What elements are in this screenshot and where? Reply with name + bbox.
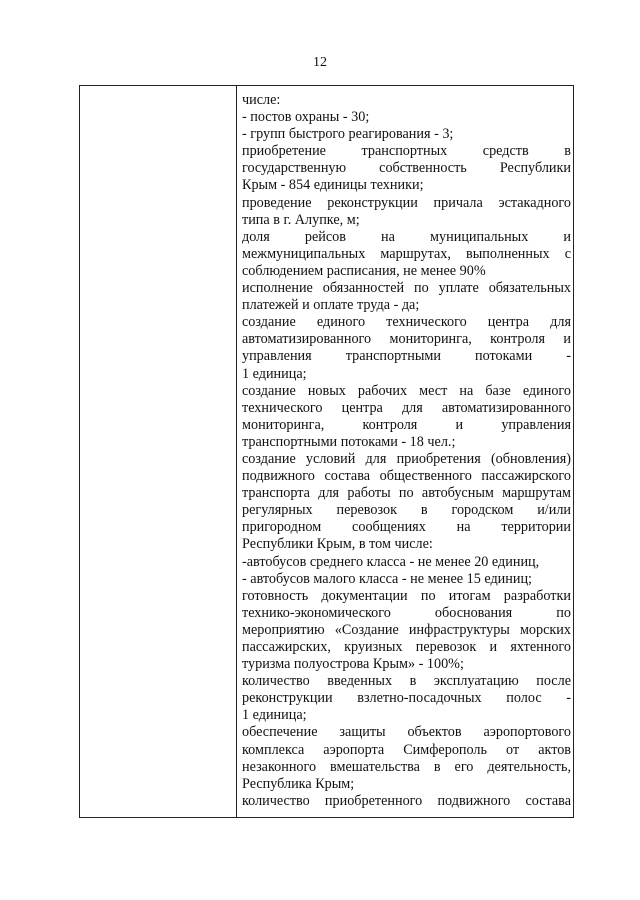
text-line: создание единого технического центра для [242, 314, 571, 331]
text-line: подвижного состава общественного пассажирского [242, 468, 571, 485]
text-line: - постов охраны - 30; [242, 109, 370, 126]
table-right-column [242, 92, 571, 817]
text-line: технического центра для автоматизированного [242, 399, 571, 416]
text-line: управления транспортными потоками - [242, 348, 571, 365]
text-line: проведение реконструкции причала эстакадного [242, 194, 571, 211]
text-line: исполнение обязанностей по уплате обязательных [242, 280, 571, 297]
text-line: количество введенных в эксплуатацию после [242, 673, 571, 690]
text-line: Крым - 854 единицы техники; [242, 177, 424, 194]
text-line: создание условий для приобретения (обновления) [242, 450, 571, 467]
text-line: 1 единица; [242, 365, 307, 382]
text-line: пригородном сообщениях на территории [242, 519, 571, 536]
text-line: соблюдением расписания, не менее 90% [242, 262, 486, 279]
text-line: числе: [242, 92, 281, 108]
text-line: готовность документации по итогам разработки [242, 587, 571, 604]
text-line: комплекса аэропорта Симферополь от актов [242, 741, 571, 758]
text-line: пассажирских, круизных перевозок и яхтенного [242, 639, 571, 655]
text-line: приобретение транспортных средств в [242, 143, 571, 160]
table-left-column [80, 86, 237, 817]
text-line: незаконного вмешательства в его деятельность, [242, 758, 571, 775]
text-line: типа в г. Алупке, м; [242, 211, 360, 228]
text-line: туризма полуострова Крым» - 100%; [242, 656, 464, 673]
text-line: транспорта для работы по автобусным маршрутам [242, 485, 571, 502]
text-line: - групп быстрого реагирования - 3; [242, 126, 454, 143]
text-line: количество приобретенного подвижного состава [242, 792, 571, 809]
text-line: реконструкции взлетно-посадочных полос - [242, 690, 571, 707]
text-line: транспортными потоками - 18 чел.; [242, 433, 456, 450]
text-line: мероприятию «Создание инфраструктуры морских [242, 621, 571, 638]
text-line: мониторинга, контроля и управления [242, 416, 571, 433]
text-line: -автобусов среднего класса - не менее 20 единиц, [242, 553, 540, 570]
text-line: межмуниципальных маршрутах, выполненных с [242, 245, 571, 262]
text-line: технико-экономического обоснования по [242, 604, 571, 621]
text-line: создание новых рабочих мест на базе единого [242, 382, 571, 399]
text-line: обеспечение защиты объектов аэропортового [242, 724, 571, 741]
text-line: автоматизированного мониторинга, контроля и [242, 331, 571, 348]
text-line: Республики Крым, в том числе: [242, 536, 433, 553]
text-line: платежей и оплате труда - да; [242, 297, 420, 314]
text-line: государственную собственность Республики [242, 160, 571, 177]
page-number: 12 [313, 55, 327, 70]
text-line: - автобусов малого класса - не менее 15 единиц; [242, 570, 532, 587]
text-line: Республика Крым; [242, 775, 355, 792]
text-line: доля рейсов на муниципальных и [242, 228, 571, 245]
text-line: регулярных перевозок в городском и/или [242, 502, 571, 519]
text-line: 1 единица; [242, 707, 307, 724]
document-table [79, 85, 574, 818]
